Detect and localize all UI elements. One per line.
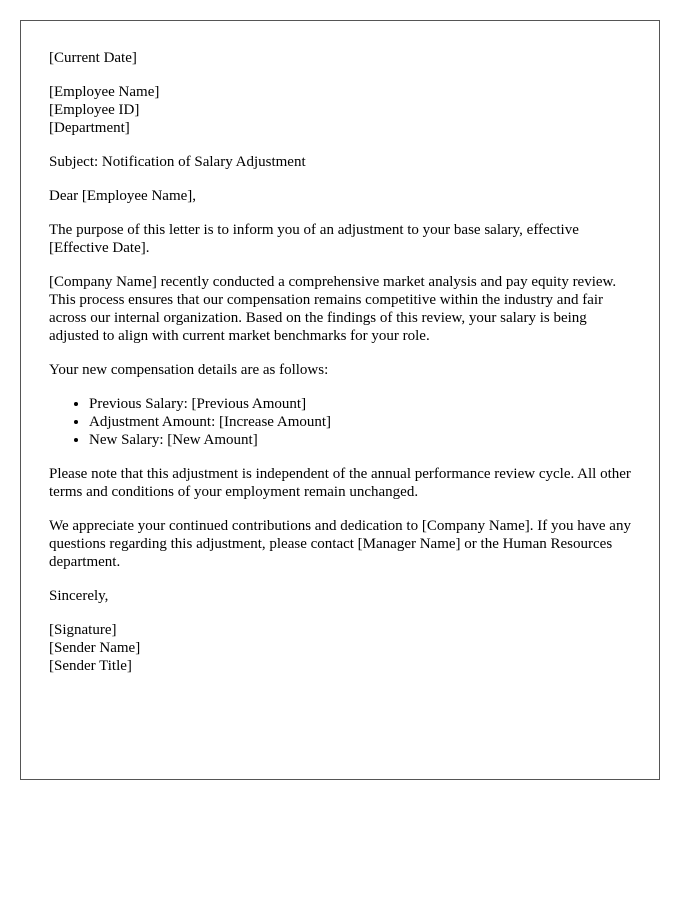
salutation: Dear [Employee Name], — [49, 188, 197, 204]
recipient-id: [Employee ID] — [49, 102, 140, 118]
compensation-list — [49, 395, 631, 449]
recipient-block — [49, 83, 631, 137]
sender-name: [Sender Name] — [49, 640, 141, 656]
analysis-paragraph: [Company Name] recently conducted a comprehensive market analysis and pay equity review. This process ensures that our compensation remains competitive within the industry and fair across our internal organization. Based on the findings of this review, your salary is being adjusted to align with current market benchmarks for your role. — [49, 274, 617, 344]
compensation-new-salary: • New Salary: [New Amount] — [89, 431, 631, 449]
letter-document — [20, 20, 660, 780]
signature-block — [49, 621, 631, 675]
letter-date: [Current Date] — [49, 50, 137, 66]
details-intro: Your new compensation details are as follows: — [49, 362, 329, 378]
sender-title: [Sender Title] — [49, 658, 132, 674]
signature-line: [Signature] — [49, 622, 117, 638]
closing: Sincerely, — [49, 588, 109, 604]
appreciation-paragraph: We appreciate your continued contributions and dedication to [Company Name]. If you have any questions regarding this adjustment, please contact [Manager Name] or the Human Resources department. — [49, 518, 631, 570]
note-paragraph: Please note that this adjustment is independent of the annual performance review cycle. All other terms and conditions of your employment remain unchanged. — [49, 466, 631, 500]
recipient-name: [Employee Name] — [49, 84, 160, 100]
recipient-department: [Department] — [49, 120, 130, 136]
purpose-paragraph: The purpose of this letter is to inform you of an adjustment to your base salary, effective [Effective Date]. — [49, 222, 579, 256]
compensation-previous-salary: • Previous Salary: [Previous Amount] — [89, 395, 631, 413]
letter-subject: Subject: Notification of Salary Adjustment — [49, 154, 306, 170]
compensation-adjustment-amount: • Adjustment Amount: [Increase Amount] — [89, 413, 631, 431]
